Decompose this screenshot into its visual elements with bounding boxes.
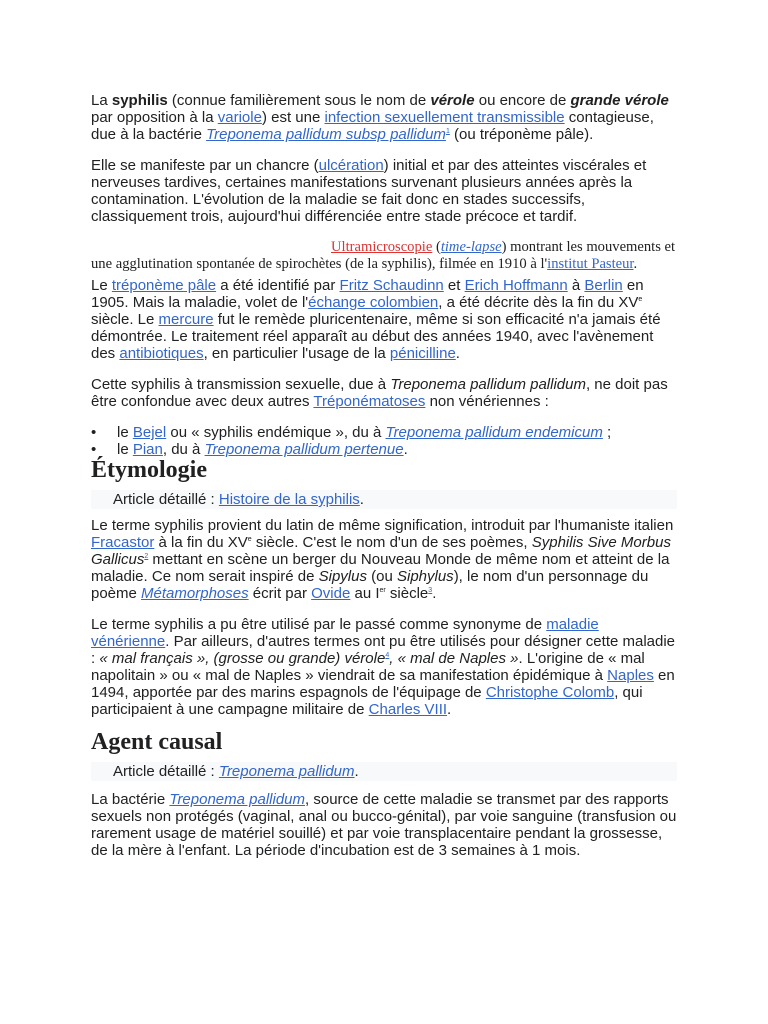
footnote-ref-4[interactable]: 4	[385, 652, 390, 659]
link-maladie-venerienne[interactable]: maladie vénérienne	[91, 616, 599, 650]
link-institut-pasteur[interactable]: institut Pasteur	[547, 256, 634, 272]
bold-italic-term: vérole	[430, 92, 475, 109]
link-erich-hoffmann[interactable]: Erich Hoffmann	[464, 277, 568, 294]
link-ist[interactable]: infection sexuellement transmissible	[324, 109, 565, 126]
link-mercure[interactable]: mercure	[158, 311, 214, 328]
link-naples[interactable]: Naples	[607, 667, 654, 684]
footnote-ref-2[interactable]: 2	[144, 553, 149, 560]
link-variole[interactable]: variole	[217, 109, 262, 126]
link-treponema-endemicum[interactable]: Treponema pallidum endemicum	[385, 424, 603, 441]
intro-paragraph-1: La syphilis (connue familièrement sous le nom de vérole ou encore de grande vérole par opposition à la variole) est une infection sexuellement transmissible contagieuse, due à la bactérie Treponema pallidum subsp pallidum$^1$ (ou tréponème pâle).	[91, 92, 669, 143]
bold-italic-term: grande vérole	[570, 92, 669, 109]
link-pian[interactable]: Pian	[132, 441, 163, 458]
link-treponeme-pale[interactable]: tréponème pâle	[111, 277, 217, 294]
footnote-ref-3[interactable]: 3	[428, 587, 433, 594]
link-treponema-pallidum-article[interactable]: Treponema pallidum	[218, 763, 355, 780]
link-ultramicroscopie[interactable]: Ultramicroscopie	[331, 239, 433, 255]
link-bejel[interactable]: Bejel	[132, 424, 167, 441]
footnote-ref-1[interactable]: 1	[445, 128, 450, 135]
link-berlin[interactable]: Berlin	[584, 277, 623, 294]
link-echange-colombien[interactable]: échange colombien	[308, 294, 439, 311]
article-body	[91, 92, 677, 859]
list-item: • le Pian, du à Treponema pallidum pertenue.	[91, 441, 677, 458]
bold-term: syphilis	[111, 92, 168, 109]
treponematoses-list	[91, 424, 677, 458]
section-heading-agent-causal: Agent causal	[91, 729, 223, 755]
hatnote-etymologie: Article détaillé : Histoire de la syphilis.	[91, 490, 677, 509]
link-fracastor[interactable]: Fracastor	[91, 534, 155, 551]
link-treponematoses[interactable]: Tréponématoses	[313, 393, 426, 410]
link-fritz-schaudinn[interactable]: Fritz Schaudinn	[339, 277, 444, 294]
intro-paragraph-3: Le tréponème pâle a été identifié par Fritz Schaudinn et Erich Hoffmann à Berlin en 1905. Mais la maladie, volet de l'échange colombien, a été décrite dès la fin du XVe siècle. Le mercure fut le remède pluricentenaire, même si son efficacité n'a jamais été démontrée. Le traitement réel apparaît au début des années 1940, avec l'avènement des antibiotiques, en particulier l'usage de la pénicilline.	[91, 277, 661, 362]
link-metamorphoses[interactable]: Métamorphoses	[141, 585, 249, 602]
agent-paragraph-1: La bactérie Treponema pallidum, source de cette maladie se transmet par des rapports sexuels non protégés (vaginal, anal ou bucco-génital), par voie sanguine (transfusion ou rarement usage de matériel souillé) et par voie transplacentaire pendant la grossesse, de la mère à l'enfant. La période d'incubation est de 3 semaines à 1 mois.	[91, 791, 677, 859]
section-heading-etymologie: Étymologie	[91, 457, 207, 483]
link-antibiotiques[interactable]: antibiotiques	[119, 345, 204, 362]
link-ovide[interactable]: Ovide	[311, 585, 351, 602]
intro-paragraph-2: Elle se manifeste par un chancre (ulcération) initial et par des atteintes viscérales et nerveuses tardives, certaines manifestations survenant plusieurs années après la contamination. L'évolution de la maladie se fait donc en stades successifs, classiquement trois, aujourd'hui différenciée entre stade précoce et tardif.	[91, 157, 647, 225]
link-time-lapse[interactable]: time-lapse	[440, 239, 502, 255]
link-ulceration[interactable]: ulcération	[318, 157, 384, 174]
link-christophe-colomb[interactable]: Christophe Colomb	[485, 684, 615, 701]
etymologie-paragraph-1: Le terme syphilis provient du latin de même signification, introduit par l'humaniste italien Fracastor à la fin du XVe siècle. C'est le nom d'un de ses poèmes, Syphilis Sive Morbus Gallicus$^2$ mettant en scène un berger du Nouveau Monde de même nom et atteint de la maladie. Ce nom serait inspiré de Sipylus (ou Siphylus), le nom d'un personnage du poème Métamorphoses écrit par Ovide au Ier siècle$^3$.	[91, 517, 674, 602]
etymologie-paragraph-2: Le terme syphilis a pu être utilisé par le passé comme synonyme de maladie vénérienne. Par ailleurs, d'autres termes ont pu être utilisés pour désigner cette maladie : « mal français », (grosse ou grande) vérole$^4$, « mal de Naples ». L'origine de « mal napolitain » ou « mal de Naples » viendrait de sa manifestation épidémique à Naples en 1494, apportée par des marins espagnols de l'équipage de Christophe Colomb, qui participaient à une campagne militaire de Charles VIII.	[91, 616, 676, 718]
link-penicilline[interactable]: pénicilline	[389, 345, 456, 362]
link-treponema-pallidum-subsp[interactable]: Treponema pallidum subsp pallidum	[206, 126, 446, 143]
link-histoire-syphilis[interactable]: Histoire de la syphilis	[218, 491, 360, 508]
link-treponema-pertenue[interactable]: Treponema pallidum pertenue	[204, 441, 404, 458]
link-treponema-pallidum[interactable]: Treponema pallidum	[169, 791, 306, 808]
link-charles-viii[interactable]: Charles VIII	[368, 701, 448, 718]
hatnote-agent-causal: Article détaillé : Treponema pallidum.	[91, 762, 677, 781]
list-item: • le Bejel ou « syphilis endémique », du à Treponema pallidum endemicum ;	[91, 424, 677, 441]
intro-paragraph-4: Cette syphilis à transmission sexuelle, due à Treponema pallidum pallidum, ne doit pas être confondue avec deux autres Tréponématoses non vénériennes :	[91, 376, 668, 410]
video-caption: Ultramicroscopie (time-lapse) montrant les mouvements et une agglutination spontanée de spirochètes (de la syphilis), filmée en 1910 à l'institut Pasteur.	[91, 239, 676, 272]
